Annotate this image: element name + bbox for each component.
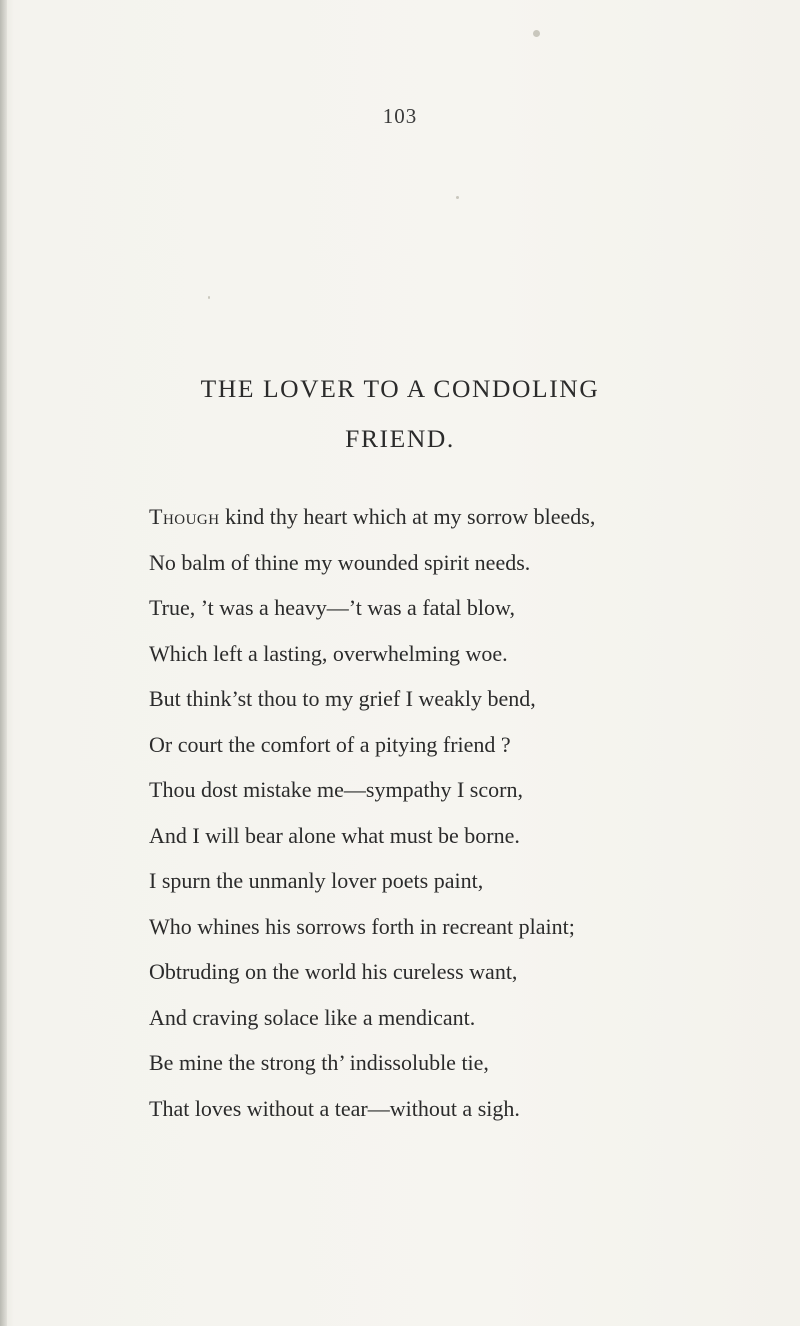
verse-line-4: Which left a lasting, overwhelming woe. bbox=[149, 640, 508, 666]
verse-line-1-text: kind thy heart which at my sorrow bleeds, bbox=[219, 504, 596, 529]
verse-line-11: Obtruding on the world his cureless want, bbox=[149, 959, 518, 984]
verse-line-13: Be mine the strong th’ indissoluble tie, bbox=[149, 1050, 489, 1075]
verse-line-5: But think’st thou to my grief I weakly bend, bbox=[149, 686, 536, 711]
verse-line-8: And I will bear alone what must be borne. bbox=[149, 822, 520, 848]
poem-title-line-1: THE LOVER TO A CONDOLING bbox=[200, 374, 600, 403]
verse-opening-word: Though bbox=[149, 504, 220, 529]
poem-title bbox=[0, 364, 800, 464]
paper-speck bbox=[208, 296, 210, 299]
verse-line-9: I spurn the unmanly lover poets paint, bbox=[149, 868, 484, 893]
verse-line-12: And craving solace like a mendicant. bbox=[149, 1004, 476, 1030]
paper-speck bbox=[456, 196, 459, 199]
verse-line-14: That loves without a tear—without a sigh. bbox=[149, 1095, 520, 1121]
page-edge bbox=[0, 0, 7, 1326]
verse-line-6: Or court the comfort of a pitying friend ? bbox=[149, 731, 511, 757]
paper-speck bbox=[533, 30, 540, 37]
verse-line-2: No balm of thine my wounded spirit needs. bbox=[149, 549, 531, 575]
verse-line-1 bbox=[149, 506, 709, 552]
poem-title-line-2: FRIEND. bbox=[345, 424, 455, 453]
page-number: 103 bbox=[382, 104, 418, 128]
verse-line-7: Thou dost mistake me—sympathy I scorn, bbox=[149, 777, 523, 802]
poem-body bbox=[149, 506, 709, 1143]
verse-line-3: True, ’t was a heavy—’t was a fatal blow, bbox=[149, 595, 515, 620]
verse-line-10: Who whines his sorrows forth in recreant plaint; bbox=[149, 913, 575, 939]
